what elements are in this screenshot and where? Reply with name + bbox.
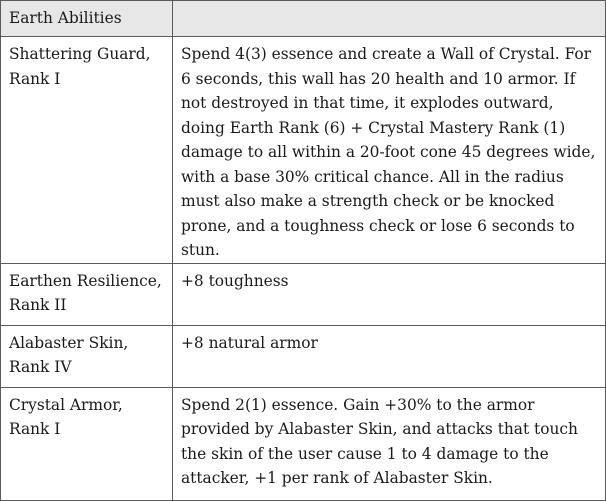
ability-name-line: Earthen Resilience, <box>9 271 162 290</box>
ability-name-line: Alabaster Skin, <box>9 333 129 352</box>
ability-description: Spend 4(3) essence and create a Wall of Crystal. For 6 seconds, this wall has 20 health and 10 armor. If not destroyed in that time, it explodes outward, doing Earth Rank (6) + Crystal Mastery Rank (1) damage to all within a 20-foot cone 45 degrees wide, with a base 30% critical chance. All in the radius must also make a strength check or be knocked prone, and a toughness check or lose 6 seconds to stun. <box>173 37 606 264</box>
table-header-title: Earth Abilities <box>1 1 173 37</box>
ability-description: +8 natural armor <box>173 325 606 387</box>
table-row <box>1 387 606 500</box>
ability-rank: Rank IV <box>9 358 72 376</box>
table-header-row <box>1 1 606 37</box>
ability-name <box>1 263 173 325</box>
ability-rank: Rank I <box>9 69 61 88</box>
ability-rank: Rank I <box>9 420 61 438</box>
ability-description: +8 toughness <box>173 263 606 325</box>
ability-description: Spend 2(1) essence. Gain +30% to the armor provided by Alabaster Skin, and attacks that touch the skin of the user cause 1 to 4 damage to the attacker, +1 per rank of Alabaster Skin. <box>173 387 606 500</box>
table-row <box>1 263 606 325</box>
ability-rank: Rank II <box>9 296 67 314</box>
ability-name-line: Crystal Armor, <box>9 395 123 414</box>
table-header-empty <box>173 1 606 37</box>
ability-name <box>1 387 173 500</box>
ability-name <box>1 325 173 387</box>
table-row <box>1 325 606 387</box>
table-row <box>1 37 606 264</box>
ability-name-line: Shattering Guard, <box>9 45 151 63</box>
ability-name <box>1 37 173 264</box>
